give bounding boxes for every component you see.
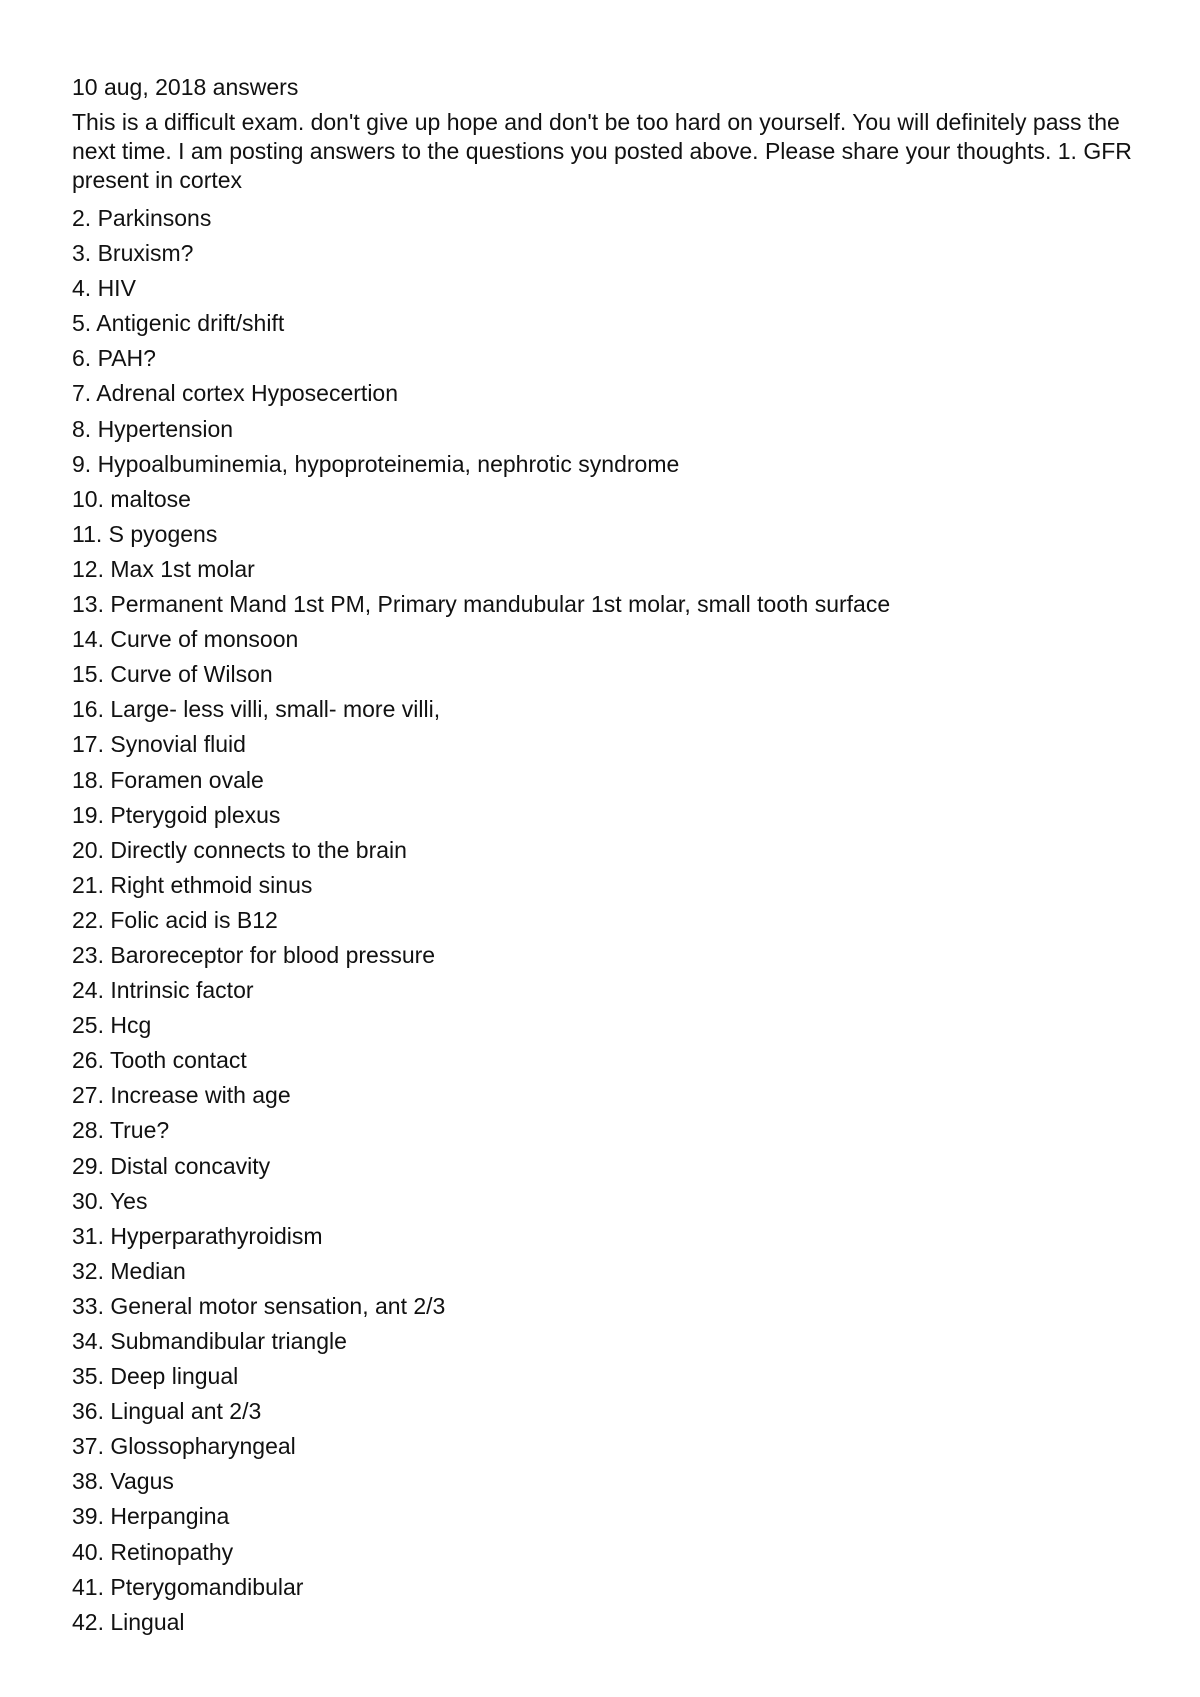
answer-item: 7. Adrenal cortex Hyposecertion xyxy=(72,380,399,407)
answer-item: 29. Distal concavity xyxy=(72,1152,271,1179)
answer-item: 10. maltose xyxy=(72,485,191,512)
document-page xyxy=(72,72,1132,1640)
answer-item: 42. Lingual xyxy=(72,1608,185,1635)
answer-item: 11. S pyogens xyxy=(72,520,218,547)
answer-item: 33. General motor sensation, ant 2/3 xyxy=(72,1292,446,1319)
answer-item: 22. Folic acid is B12 xyxy=(72,906,278,933)
answer-item: 37. Glossopharyngeal xyxy=(72,1433,296,1460)
answer-item: 6. PAH? xyxy=(72,345,156,372)
answer-item: 2. Parkinsons xyxy=(72,205,212,231)
answer-item: 9. Hypoalbuminemia, hypoproteinemia, nephrotic syndrome xyxy=(72,450,680,477)
answer-item: 4. HIV xyxy=(72,275,136,302)
answer-item: 30. Yes xyxy=(72,1187,148,1214)
answer-item: 8. Hypertension xyxy=(72,415,234,442)
answer-item: 19. Pterygoid plexus xyxy=(72,801,281,828)
answer-item: 5. Antigenic drift/shift xyxy=(72,310,285,337)
answer-item: 3. Bruxism? xyxy=(72,240,194,267)
answer-item: 12. Max 1st molar xyxy=(72,555,255,582)
answer-item: 17. Synovial fluid xyxy=(72,731,246,758)
answer-item: 20. Directly connects to the brain xyxy=(72,836,407,863)
answer-item: 35. Deep lingual xyxy=(72,1363,239,1390)
answer-item: 32. Median xyxy=(72,1257,186,1284)
answer-item: 27. Increase with age xyxy=(72,1082,291,1109)
answers-list xyxy=(72,201,1132,1640)
answer-item: 31. Hyperparathyroidism xyxy=(72,1222,323,1249)
answer-item: 16. Large- less villi, small- more villi, xyxy=(72,696,441,723)
answer-item: 24. Intrinsic factor xyxy=(72,977,254,1004)
answer-item: 23. Baroreceptor for blood pressure xyxy=(72,941,436,968)
answer-item: 28. True? xyxy=(72,1117,170,1144)
answer-item: 13. Permanent Mand 1st PM, Primary mandubular 1st molar, small tooth surface xyxy=(72,591,891,618)
answer-item: 41. Pterygomandibular xyxy=(72,1573,304,1600)
document-title: 10 aug, 2018 answers xyxy=(72,74,299,100)
answer-item: 34. Submandibular triangle xyxy=(72,1328,347,1354)
answer-item: 25. Hcg xyxy=(72,1012,152,1039)
answer-item: 38. Vagus xyxy=(72,1468,174,1495)
answer-item: 15. Curve of Wilson xyxy=(72,661,273,688)
answer-item: 18. Foramen ovale xyxy=(72,766,264,793)
answer-item: 39. Herpangina xyxy=(72,1503,230,1530)
answer-item: 14. Curve of monsoon xyxy=(72,626,299,653)
answer-item: 21. Right ethmoid sinus xyxy=(72,871,313,898)
answer-item: 36. Lingual ant 2/3 xyxy=(72,1398,262,1425)
answer-item: 26. Tooth contact xyxy=(72,1047,247,1074)
answer-item: 40. Retinopathy xyxy=(72,1538,234,1565)
intro-paragraph: This is a difficult exam. don't give up hope and don't be too hard on yourself. You will definitely pass the next time. I am posting answers to the questions you posted above. Please share your thoughts. 1. GFR present in cortex xyxy=(72,109,1132,193)
